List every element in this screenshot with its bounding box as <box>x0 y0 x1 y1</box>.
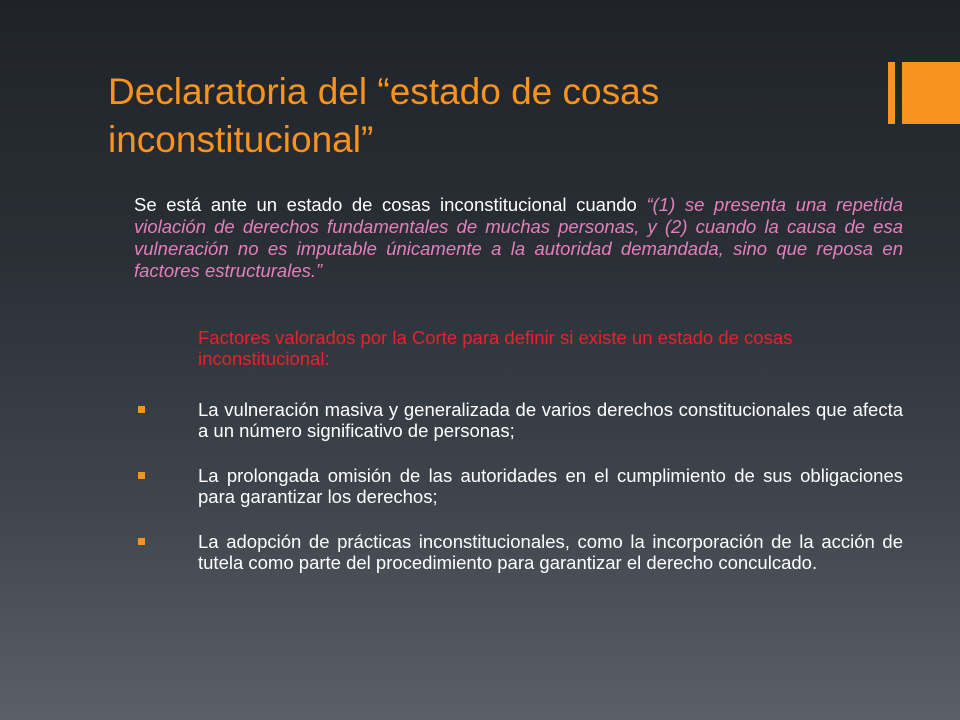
square-bullet-icon <box>138 406 145 413</box>
accent-thin-bar <box>888 62 895 124</box>
intro-paragraph <box>134 194 903 282</box>
factors-heading: Factores valorados por la Corte para definir si existe un estado de cosas inconstitucional: <box>198 327 793 369</box>
bullet-text: La prolongada omisión de las autoridades en el cumplimiento de sus obligaciones para garantizar los derechos; <box>198 465 903 507</box>
bullet-item <box>134 399 903 441</box>
bullet-list <box>134 399 903 573</box>
bullet-item <box>134 465 903 507</box>
intro-quote: “(1) se presenta una repetida violación de derechos fundamentales de muchas personas, y (2) cuando la causa de esa vulneración no es imputable únicamente a la autoridad demandada, sino que reposa en factores estructurales.” <box>134 194 904 281</box>
square-bullet-icon <box>138 538 145 545</box>
slide-title: Declaratoria del “estado de cosas inconstitucional” <box>108 71 660 160</box>
accent-block <box>902 62 960 124</box>
bullet-item <box>134 531 903 573</box>
intro-text: Se está ante un estado de cosas inconstitucional cuando <box>134 194 647 215</box>
bullet-text: La adopción de prácticas inconstitucionales, como la incorporación de la acción de tutela como parte del procedimiento para garantizar el derecho conculcado. <box>198 531 903 573</box>
bullet-text: La vulneración masiva y generalizada de varios derechos constitucionales que afecta a un número significativo de personas; <box>198 399 903 441</box>
square-bullet-icon <box>138 472 145 479</box>
